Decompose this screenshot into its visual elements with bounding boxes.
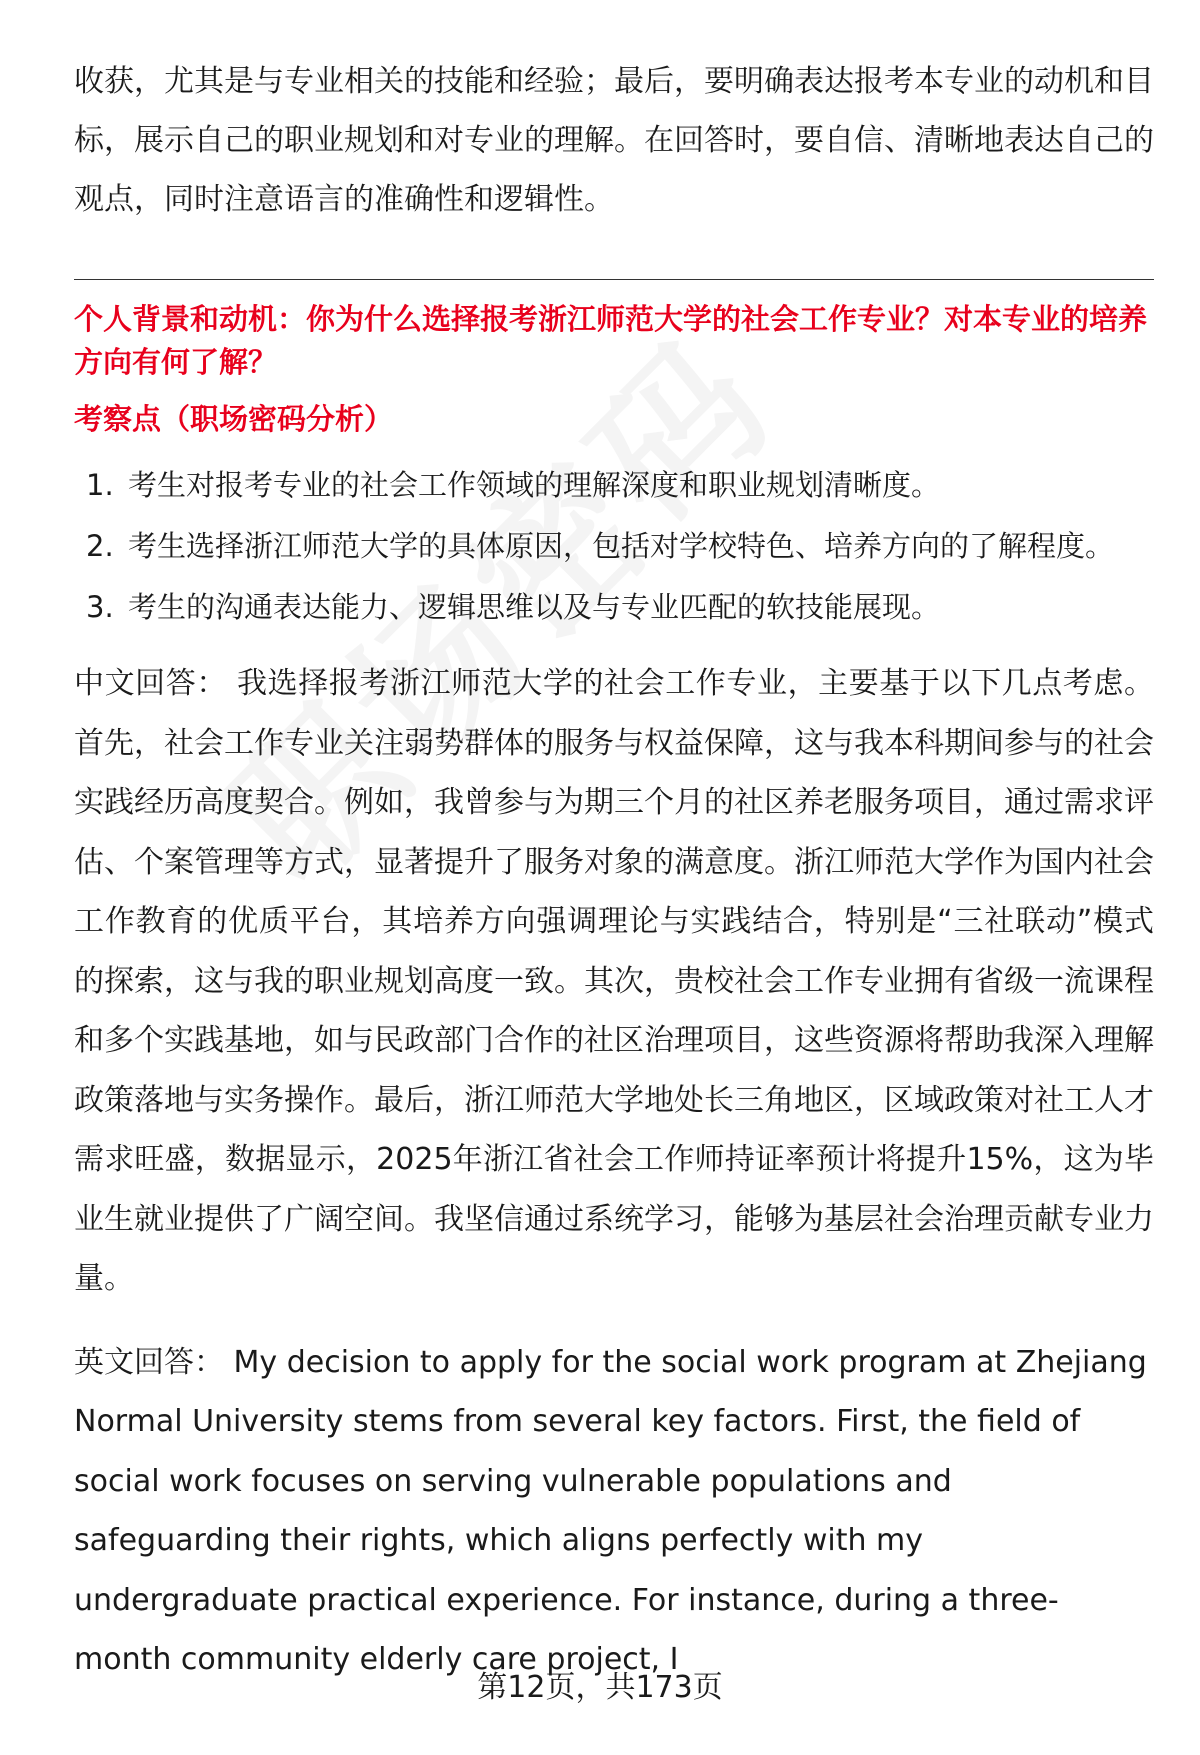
list-item: [74, 577, 1154, 638]
list-item-text: 考生对报考专业的社会工作领域的理解深度和职业规划清晰度。: [128, 468, 941, 502]
chinese-answer-label: 中文回答：: [74, 666, 227, 701]
list-item: [74, 455, 1154, 516]
list-item: [74, 516, 1154, 577]
intro-paragraph: 收获，尤其是与专业相关的技能和经验；最后，要明确表达报考本专业的动机和目标，展示自己的职业规划和对专业的理解。在回答时，要自信、清晰地表达自己的观点，同时注意语言的准确性和逻辑性。: [74, 64, 1154, 217]
list-item-number: 2.: [86, 529, 114, 563]
chinese-answer: [74, 654, 1154, 1309]
list-item-text: 考生的沟通表达能力、逻辑思维以及与专业匹配的软技能展现。: [128, 590, 941, 624]
document-content: [74, 52, 1154, 1690]
english-answer-label: 英文回答：: [74, 1344, 224, 1380]
english-answer: [74, 1333, 1154, 1690]
list-item-text: 考生选择浙江师范大学的具体原因，包括对学校特色、培养方向的了解程度。: [128, 529, 1115, 563]
list-item-number: 3.: [86, 590, 114, 624]
key-points-heading: 考察点（职场密码分析）: [74, 402, 394, 436]
chinese-answer-text: 我选择报考浙江师范大学的社会工作专业，主要基于以下几点考虑。首先，社会工作专业关注弱势群体的服务与权益保障，这与我本科期间参与的社会实践经历高度契合。例如，我曾参与为期三个月的社区养老服务项目，通过需求评估、个案管理等方式，显著提升了服务对象的满意度。浙江师范大学作为国内社会工作教育的优质平台，其培养方向强调理论与实践结合，特别是“三社联动”模式的探索，这与我的职业规划高度一致。其次，贵校社会工作专业拥有省级一流课程和多个实践基地，如与民政部门合作的社区治理项目，这些资源将帮助我深入理解政策落地与实务操作。最后，浙江师范大学地处长三角地区，区域政策对社工人才需求旺盛，数据显示，2025年浙江省社会工作师持证率预计将提升15%，这为毕业生就业提供了广阔空间。我坚信通过系统学习，能够为基层社会治理贡献专业力量。: [74, 666, 1154, 1296]
page-number: 第12页，共173页: [477, 1670, 723, 1705]
key-points-list: [74, 455, 1154, 638]
question-title: 个人背景和动机：你为什么选择报考浙江师范大学的社会工作专业？对本专业的培养方向有何了解？: [74, 302, 1148, 379]
section-divider: [74, 279, 1154, 280]
list-item-number: 1.: [86, 468, 114, 502]
english-answer-text: My decision to apply for the social work program at Zhejiang Normal University stems from several key factors. First, the field of social work focuses on serving vulnerable populations and safeguarding their rights, which aligns perfectly with my undergraduate practical experience. For instance, during a three-month community elderly care project, I: [74, 1344, 1147, 1677]
